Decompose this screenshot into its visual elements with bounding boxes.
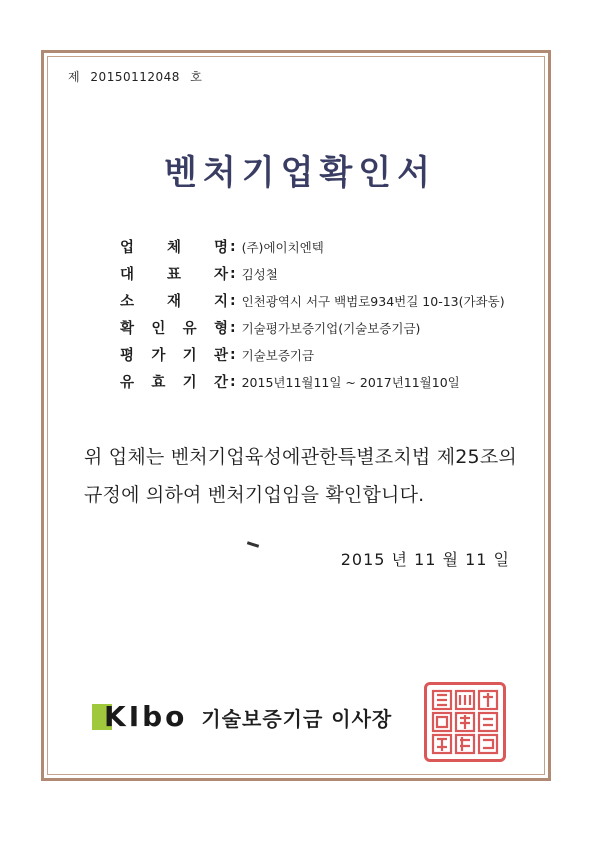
info-value-company-name: (주)에이치엔텍 [241,239,324,255]
issue-date: 2015 년 11 월 11 일 [340,550,510,569]
kibo-logo-text: KIbo [104,700,188,733]
issuer-name: 기술보증기금 이사장 [201,706,393,731]
info-colon: : [230,319,236,336]
info-row-evaluation-agency [120,341,505,368]
seal-glyph-pattern [427,685,503,759]
info-colon: : [230,373,236,390]
info-colon: : [230,238,236,255]
certificate-number-prefix: 제 [68,70,81,84]
document-title: 벤처기업확인서 [164,153,436,193]
certificate-number-value: 20150112048 [90,70,180,84]
official-red-seal-icon [424,682,506,762]
info-colon: : [230,292,236,309]
info-label: 소 재 지 [120,294,228,310]
info-row-confirmation-type [120,314,505,341]
info-value-address: 인천광역시 서구 백범로934번길 10-13(가좌동) [241,293,505,309]
info-row-validity-period [120,368,505,395]
info-row-company-name [120,233,505,260]
info-colon: : [230,265,236,282]
kibo-logo [92,702,187,732]
info-colon: : [230,346,236,363]
info-label: 확 인 유 형 [120,321,228,337]
confirmation-statement [84,438,524,514]
info-label: 평 가 기 관 [120,348,228,364]
info-value-representative: 김성철 [241,266,278,282]
company-info [120,233,505,395]
info-row-representative [120,260,505,287]
statement-line-1: 위 업체는 벤처기업육성에관한특별조치법 제25조의 [84,446,517,468]
info-row-address [120,287,505,314]
info-value-evaluation-agency: 기술보증기금 [241,347,315,363]
issuer-block [92,702,392,732]
info-value-validity-period: 2015년11월11일 ~ 2017년11월10일 [241,374,460,390]
certificate-number [68,68,202,85]
info-value-confirmation-type: 기술평가보증기업(기술보증기금) [241,320,421,336]
statement-line-2: 규정에 의하여 벤처기업임을 확인합니다. [84,484,425,506]
info-label: 대 표 자 [120,267,228,283]
certificate-number-suffix: 호 [190,70,203,84]
info-label: 업 체 명 [120,240,228,256]
info-label: 유 효 기 간 [120,375,228,391]
